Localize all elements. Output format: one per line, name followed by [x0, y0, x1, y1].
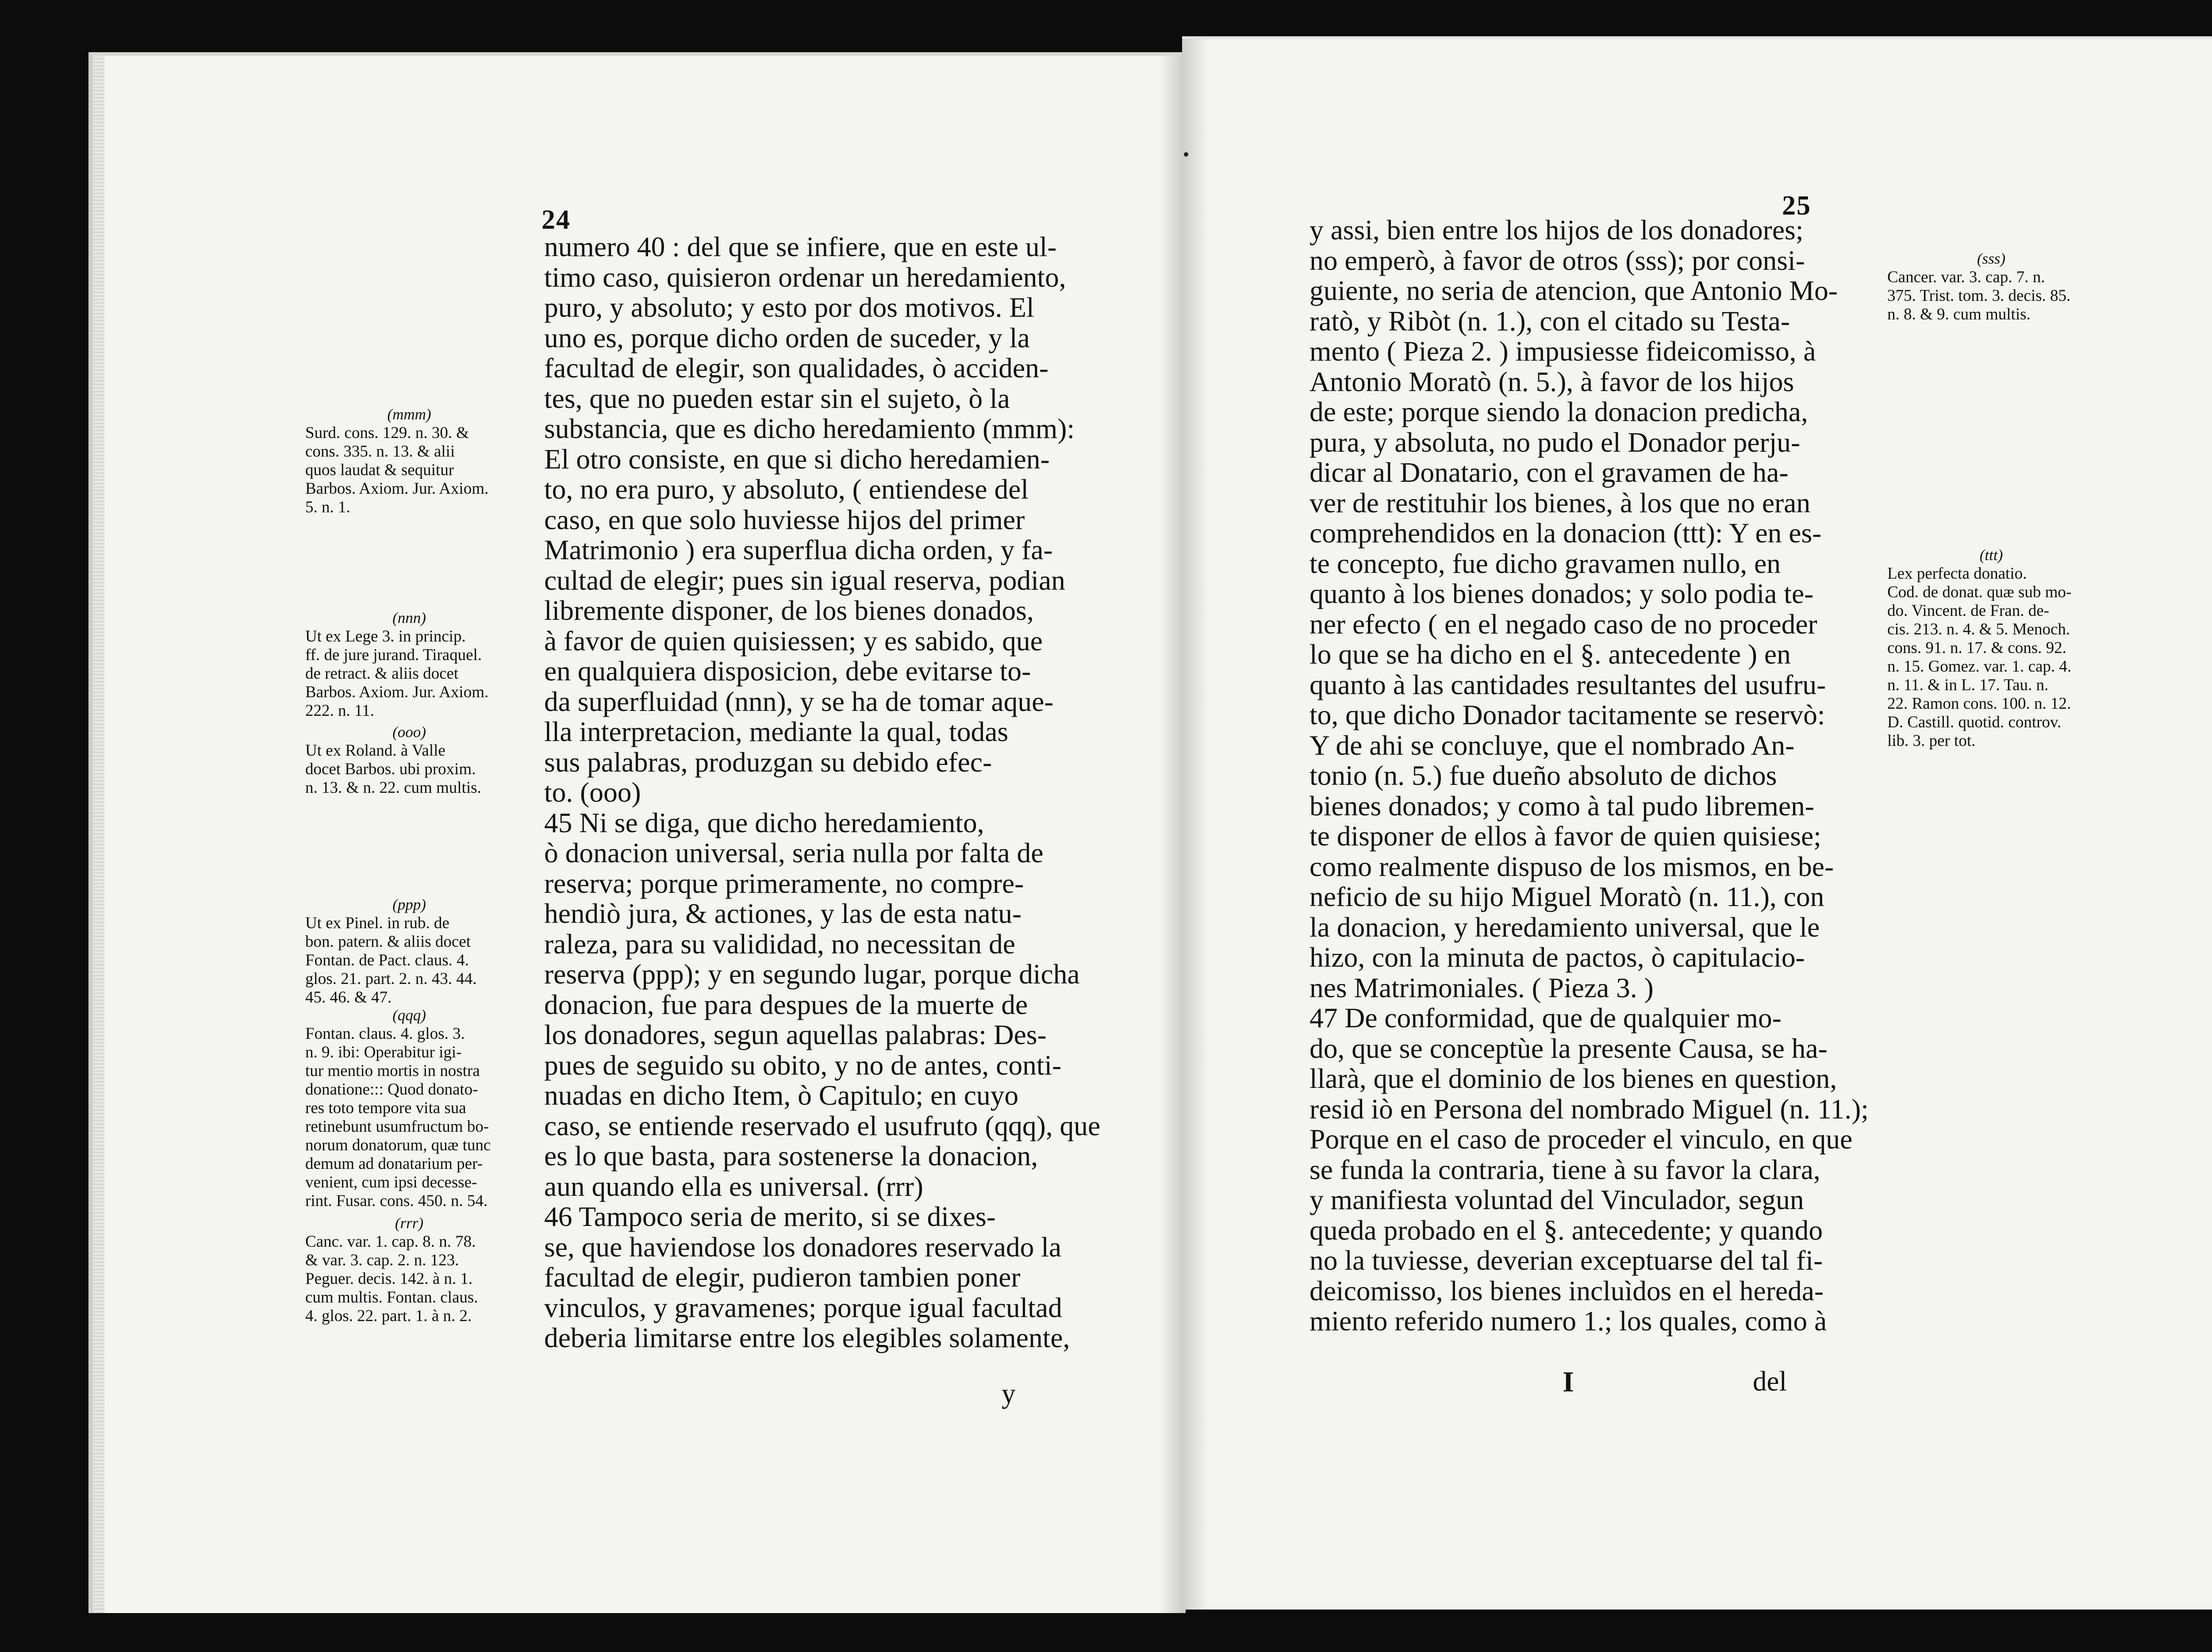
note-line: cis. 213. n. 4. & 5. Menoch. [1887, 620, 2070, 638]
note-marker: (nnn) [392, 609, 426, 626]
note-line: Fontan. claus. 4. glos. 3. [305, 1025, 465, 1043]
text-line: lo que se ha dicho en el §. antecedente ) en [1310, 638, 1791, 670]
text-line: queda probado en el §. antecedente; y quando [1310, 1214, 1823, 1246]
note-line: & var. 3. cap. 2. n. 123. [305, 1251, 459, 1269]
right-page [1182, 36, 2212, 1610]
note-line: cons. 91. n. 17. & cons. 92. [1887, 639, 2066, 657]
note-line: Ut ex Lege 3. in princip. [305, 627, 466, 645]
note-marker: (ooo) [392, 723, 426, 741]
note-line: n. 8. & 9. cum multis. [1887, 305, 2031, 323]
text-line: cultad de elegir; pues sin igual reserva, podian [544, 564, 1065, 596]
note-line: Cod. de donat. quæ sub mo- [1887, 583, 2072, 601]
text-line: pues de seguido su obito, y no de antes, conti- [544, 1049, 1062, 1081]
note-line: Ut ex Roland. à Valle [305, 741, 445, 760]
note-line: res toto tempore vita sua [305, 1099, 466, 1117]
margin-note-ooo [305, 723, 513, 797]
text-line: comprehendidos en la donacion (ttt): Y en es- [1310, 517, 1822, 549]
page-edge [93, 56, 104, 1613]
text-line: resid iò en Persona del nombrado Miguel (n. 11.); [1310, 1093, 1869, 1125]
note-line: ff. de jure jurand. Tiraquel. [305, 646, 482, 664]
text-line: Y de ahi se concluye, que el nombrado An- [1310, 729, 1795, 761]
text-line: timo caso, quisieron ordenar un heredamiento, [544, 261, 1066, 293]
note-line: donatione::: Quod donato- [305, 1080, 478, 1099]
text-line: hizo, con la minuta de pactos, ò capitulacio- [1310, 941, 1805, 973]
note-line: quos laudat & sequitur [305, 461, 454, 479]
text-line: El otro consiste, en que si dicho heredamien- [544, 443, 1050, 475]
note-marker: (mmm) [387, 406, 431, 423]
margin-note-ttt [1887, 546, 2095, 750]
text-line: reserva; porque primeramente, no compre- [544, 867, 1024, 899]
text-line: quanto à las cantidades resultantes del usufru- [1310, 668, 1826, 700]
text-line: llarà, que el dominio de los bienes en question, [1310, 1063, 1837, 1094]
note-marker: (ppp) [392, 896, 426, 913]
note-line: do. Vincent. de Fran. de- [1887, 602, 2049, 620]
text-line: Porque en el caso de proceder el vinculo, en que [1310, 1123, 1853, 1155]
text-line: ver de restituhir los bienes, à los que no eran [1310, 487, 1811, 519]
note-line: cum multis. Fontan. claus. [305, 1288, 478, 1306]
note-line: 5. n. 1. [305, 498, 350, 516]
note-line: de retract. & aliis docet [305, 665, 459, 683]
note-line: Canc. var. 1. cap. 8. n. 78. [305, 1233, 476, 1251]
text-line: miento referido numero 1.; los quales, como à [1310, 1305, 1827, 1337]
text-line: deberia limitarse entre los elegibles solamente, [544, 1322, 1070, 1353]
note-marker: (ttt) [1979, 546, 2003, 564]
text-line: donacion, fue para despues de la muerte de [544, 988, 1028, 1020]
text-line: ratò, y Ribòt (n. 1.), con el citado su Testa- [1310, 305, 1790, 337]
note-line: 45. 46. & 47. [305, 988, 392, 1007]
note-line: Peguer. decis. 142. à n. 1. [305, 1270, 473, 1288]
text-line: y manifiesta voluntad del Vinculador, segun [1310, 1184, 1804, 1215]
note-line: 222. n. 11. [305, 702, 374, 720]
text-line: se, que haviendose los donadores reservado la [544, 1231, 1062, 1263]
text-line: mento ( Pieza 2. ) impusiesse fideicomisso, à [1310, 335, 1816, 367]
text-line: facultad de elegir, pudieron tambien poner [544, 1261, 1021, 1293]
text-line: y assi, bien entre los hijos de los donadores; [1310, 214, 1804, 246]
text-line: no emperò, à favor de otros (sss); por consi- [1310, 244, 1805, 276]
note-line: Lex perfecta donatio. [1887, 565, 2027, 583]
text-line: en qualquiera disposicion, debe evitarse to- [544, 655, 1031, 687]
text-line: como realmente dispuso de los mismos, en be- [1310, 850, 1834, 882]
text-line: la donacion, y heredamiento universal, que le [1310, 911, 1820, 943]
text-line: hendiò jura, & actiones, y las de esta natu- [544, 898, 1022, 929]
note-line: demum ad donatarium per- [305, 1155, 483, 1173]
text-line: à favor de quien quisiessen; y es sabido, que [544, 625, 1043, 657]
paragraph-start: 45 Ni se diga, que dicho heredamiento, [544, 807, 984, 838]
text-line: ò donacion universal, seria nulla por falta de [544, 837, 1044, 868]
margin-note-qqq [305, 1006, 513, 1210]
text-line: tonio (n. 5.) fue dueño absoluto de dichos [1310, 760, 1777, 791]
text-line: te concepto, fue dicho gravamen nullo, en [1310, 547, 1781, 579]
margin-note-nnn [305, 609, 513, 720]
note-line: retinebunt usumfructum bo- [305, 1118, 489, 1136]
text-line: aun quando ella es universal. (rrr) [544, 1170, 923, 1202]
text-line: te disponer de ellos à favor de quien quisiese; [1310, 820, 1821, 852]
text-line: deicomisso, los bienes incluìdos en el hereda- [1310, 1275, 1824, 1306]
gutter-shadow [1182, 39, 1209, 1610]
note-line: bon. patern. & aliis docet [305, 933, 471, 951]
text-line: vinculos, y gravamenes; porque igual facultad [544, 1291, 1062, 1323]
text-line: libremente disponer, de los bienes donados, [544, 595, 1034, 626]
note-line: Fontan. de Pact. claus. 4. [305, 951, 469, 969]
ink-spot [1184, 152, 1188, 157]
text-line: reserva (ppp); y en segundo lugar, porque dicha [544, 958, 1080, 990]
text-line: quanto à los bienes donados; y solo podia te- [1310, 578, 1814, 609]
note-line: docet Barbos. ubi proxim. [305, 760, 476, 778]
text-line: da superfluidad (nnn), y se ha de tomar aque- [544, 685, 1054, 717]
note-line: Barbos. Axiom. Jur. Axiom. [305, 480, 489, 498]
text-line: raleza, para su valididad, no necessitan de [544, 928, 1015, 960]
note-line: norum donatorum, quæ tunc [305, 1136, 491, 1154]
text-line: guiente, no seria de atencion, que Antonio Mo- [1310, 275, 1838, 306]
text-line: do, que se conceptùe la presente Causa, se ha- [1310, 1032, 1828, 1064]
text-line: nes Matrimoniales. ( Pieza 3. ) [1310, 972, 1654, 1003]
note-marker: (qqq) [392, 1007, 426, 1024]
note-line: venient, cum ipsi decesse- [305, 1173, 477, 1191]
page-number: 24 [541, 205, 571, 235]
body-text [1310, 215, 1878, 1337]
text-line: substancia, que es dicho heredamiento (mmm): [544, 413, 1075, 444]
paragraph-start: 46 Tampoco seria de merito, si se dixes- [544, 1201, 996, 1232]
text-line: neficio de su hijo Miguel Moratò (n. 11.), con [1310, 881, 1824, 912]
note-line: D. Castill. quotid. controv. [1887, 713, 2062, 731]
text-line: sus palabras, produzgan su debido efec- [544, 746, 992, 778]
text-line: es lo que basta, para sostenerse la donacion, [544, 1140, 1038, 1172]
text-line: Antonio Moratò (n. 5.), à favor de los hijos [1310, 365, 1794, 397]
text-line: dicar al Donatario, con el gravamen de ha- [1310, 457, 1789, 488]
catchword: y [1002, 1378, 1016, 1409]
note-line: Cancer. var. 3. cap. 7. n. [1887, 268, 2045, 286]
catchword: del [1753, 1366, 1787, 1397]
text-line: nuadas en dicho Item, ò Capitulo; en cuyo [544, 1080, 1019, 1111]
margin-note-ppp [305, 895, 513, 1007]
note-line: n. 11. & in L. 17. Tau. n. [1887, 676, 2049, 694]
note-line: rint. Fusar. cons. 450. n. 54. [305, 1192, 488, 1210]
note-line: n. 13. & n. 22. cum multis. [305, 779, 481, 797]
text-line: ner efecto ( en el negado caso de no proceder [1310, 608, 1817, 640]
text-line: facultad de elegir, son qualidades, ò acciden- [544, 352, 1048, 384]
gutter-shadow [1159, 56, 1186, 1613]
note-line: Ut ex Pinel. in rub. de [305, 914, 449, 932]
note-line: Surd. cons. 129. n. 30. & [305, 424, 469, 442]
text-line: lla interpretacion, mediante la qual, todas [544, 716, 1009, 747]
text-line: caso, se entiende reservado el usufruto (qqq), que [544, 1110, 1101, 1141]
text-line: de este; porque siendo la donacion predicha, [1310, 396, 1808, 427]
margin-note-mmm [305, 405, 513, 517]
note-line: 22. Ramon cons. 100. n. 12. [1887, 695, 2071, 713]
text-line: to, que dicho Donador tacitamente se reservò: [1310, 699, 1825, 730]
body-text [544, 232, 1137, 1353]
note-line: 4. glos. 22. part. 1. à n. 2. [305, 1307, 472, 1325]
note-marker: (rrr) [395, 1214, 424, 1232]
note-line: 375. Trist. tom. 3. decis. 85. [1887, 287, 2071, 305]
note-line: cons. 335. n. 13. & alii [305, 442, 455, 461]
printer-signature: I [1563, 1366, 1574, 1398]
margin-note-sss [1887, 250, 2095, 324]
text-line: pura, y absoluta, no pudo el Donador perju- [1310, 426, 1801, 458]
left-page [88, 52, 1186, 1613]
text-line: caso, en que solo huviesse hijos del primer [544, 503, 1025, 535]
text-line: to, no era puro, y absoluto, ( entiendese del [544, 473, 1029, 505]
text-line: Matrimonio ) era superflua dicha orden, y fa- [544, 534, 1053, 565]
note-line: Barbos. Axiom. Jur. Axiom. [305, 683, 489, 701]
text-line: uno es, porque dicho orden de suceder, y la [544, 322, 1030, 353]
text-line: los donadores, segun aquellas palabras: Des- [544, 1019, 1047, 1050]
paragraph-start: 47 De conformidad, que de qualquier mo- [1310, 1002, 1782, 1033]
note-line: n. 15. Gomez. var. 1. cap. 4. [1887, 657, 2072, 676]
text-line: no la tuviesse, deverian exceptuarse del tal fi- [1310, 1245, 1823, 1276]
note-line: lib. 3. per tot. [1887, 732, 1976, 750]
text-line: numero 40 : del que se infiere, que en este ul- [544, 231, 1057, 262]
text-line: to. (ooo) [544, 776, 641, 808]
text-line: tes, que no pueden estar sin el sujeto, ò la [544, 382, 1010, 414]
text-line: bienes donados; y como à tal pudo libremen- [1310, 790, 1814, 822]
margin-note-rrr [305, 1214, 513, 1325]
page-number: 25 [1782, 191, 1811, 221]
note-line: tur mentio mortis in nostra [305, 1062, 480, 1080]
note-marker: (sss) [1977, 250, 2006, 267]
text-line: puro, y absoluto; y esto por dos motivos. El [544, 292, 1034, 323]
text-line: se funda la contraria, tiene à su favor la clara, [1310, 1153, 1820, 1185]
note-line: glos. 21. part. 2. n. 43. 44. [305, 970, 477, 988]
note-line: n. 9. ibi: Operabitur igi- [305, 1043, 462, 1061]
